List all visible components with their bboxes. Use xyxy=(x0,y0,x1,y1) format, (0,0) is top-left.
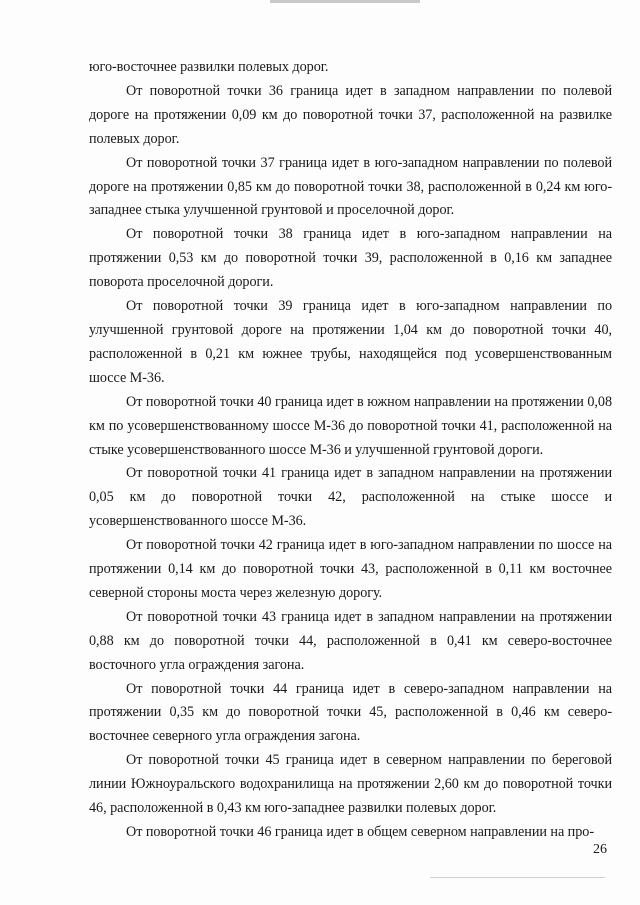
body-text xyxy=(89,56,612,845)
paragraph-point-44: От поворотной точки 44 граница идет в северо-западном направлении на протяжении 0,35 км до поворотной точки 45, расположенной в 0,46 км северо-восточнее северного угла ограждения загона. xyxy=(89,680,612,745)
paragraph-point-41: От поворотной точки 41 граница идет в западном направлении на протяжении 0,05 км до поворотной точки 42, расположенной на стыке шоссе и усовершенствованного шоссе М-36. xyxy=(89,465,612,530)
footer-rule xyxy=(430,877,605,878)
paragraph-point-36: От поворотной точки 36 граница идет в западном направлении по полевой дороге на протяжении 0,09 км до поворотной точки 37, расположенной на развилке полевых дорог. xyxy=(89,82,612,147)
paragraph-continuation: юго-восточнее развилки полевых дорог. xyxy=(89,59,329,75)
scan-edge-mark xyxy=(270,0,420,3)
paragraph-point-39: От поворотной точки 39 граница идет в юго-западном направлении по улучшенной грунтовой дороге на протяжении 1,04 км до поворотной точки 40, расположенной в 0,21 км южнее трубы, находящейся под усовершенствованным шоссе М-36. xyxy=(89,298,612,386)
paragraph-point-37: От поворотной точки 37 граница идет в юго-западном направлении по полевой дороге на протяжении 0,85 км до поворотной точки 38, расположенной в 0,24 км юго-западнее стыка улучшенной грунтовой и проселочной дорог. xyxy=(89,154,612,219)
paragraph-point-43: От поворотной точки 43 граница идет в западном направлении на протяжении 0,88 км до поворотной точки 44, расположенной в 0,41 км северо-восточнее восточного угла ограждения загона. xyxy=(89,608,612,673)
paragraph-point-38: От поворотной точки 38 граница идет в юго-западном направлении на протяжении 0,53 км до поворотной точки 39, расположенной в 0,16 км западнее поворота проселочной дороги. xyxy=(89,226,612,291)
paragraph-point-46: От поворотной точки 46 граница идет в общем северном направлении на про- xyxy=(126,824,594,840)
paragraph-point-42: От поворотной точки 42 граница идет в юго-западном направлении по шоссе на протяжении 0,14 км до поворотной точки 43, расположенной в 0,11 км восточнее северной стороны моста через железную дорогу. xyxy=(89,537,612,601)
paragraph-point-45: От поворотной точки 45 граница идет в северном направлении по береговой линии Южноуральского водохранилища на протяжении 2,60 км до поворотной точки 46, расположенной в 0,43 км юго-западнее развилки полевых дорог. xyxy=(89,752,612,817)
paragraph-point-40: От поворотной точки 40 граница идет в южном направлении на протяжении 0,08 км по усовершенствованному шоссе М-36 до поворотной точки 41, расположенной на стыке усовершенствованного шоссе М-36 и улучшенной грунтовой дороги. xyxy=(89,393,612,458)
page-number: 26 xyxy=(593,842,607,857)
